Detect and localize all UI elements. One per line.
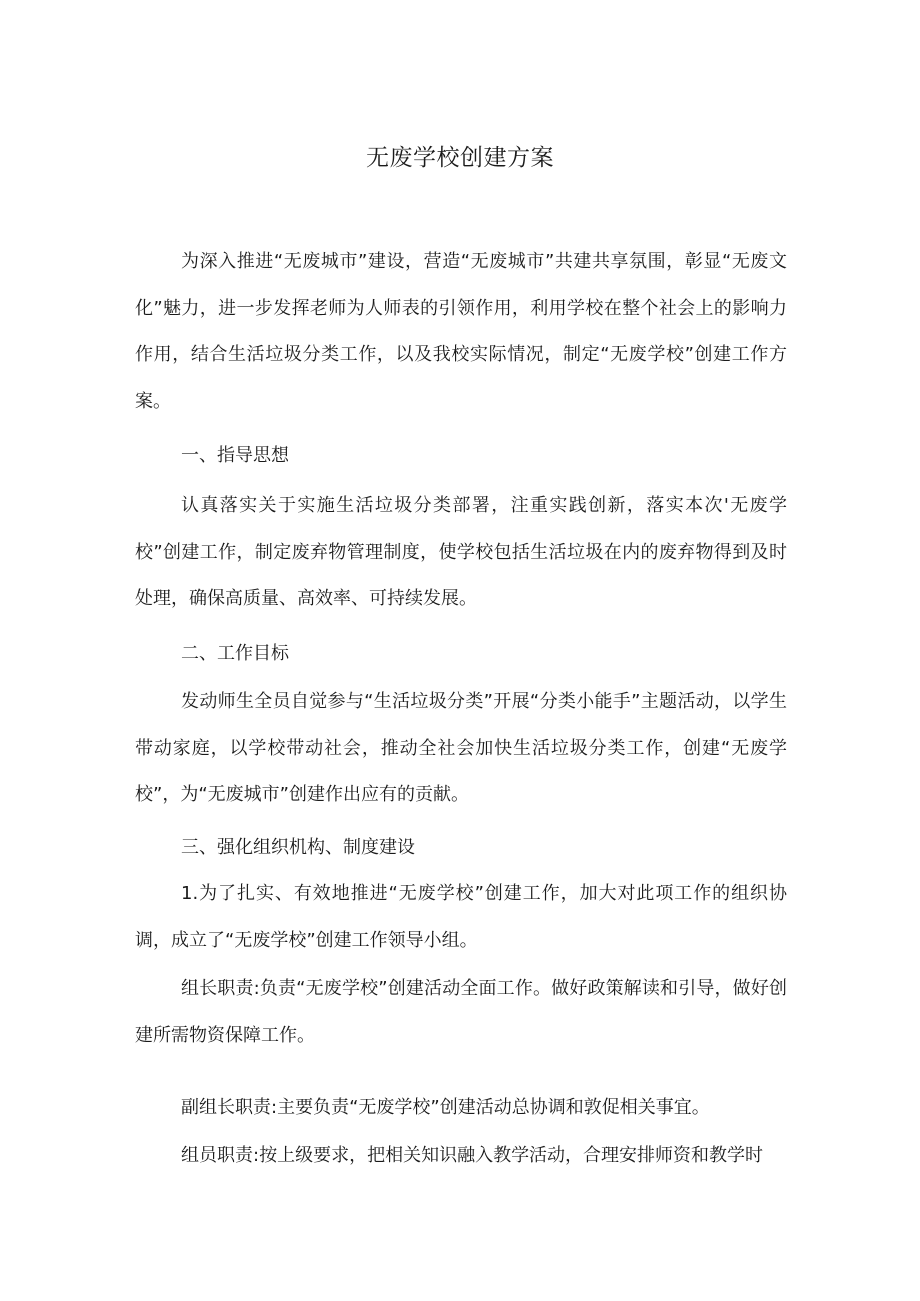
leader-duties-paragraph: 组长职责:负责“无废学校”创建活动全面工作。做好政策解读和引导，做好创建所需物资保障工作。 bbox=[135, 978, 787, 1046]
section-heading-organization: 三、强化组织机构、制度建设 bbox=[181, 837, 415, 858]
organization-paragraph: 1.为了扎实、有效地推进“无废学校”创建工作，加大对此项工作的组织协调，成立了“无废学校”创建工作领导小组。 bbox=[135, 883, 787, 951]
member-duties-paragraph: 组员职责:按上级要求，把相关知识融入教学活动，合理安排师资和教学时 bbox=[181, 1145, 764, 1166]
document-title: 无废学校创建方案 bbox=[366, 145, 554, 171]
guiding-ideology-paragraph: 认真落实关于实施生活垃圾分类部署，注重实践创新，落实本次'无废学校”创建工作，制定废弃物管理制度，使学校包括生活垃圾在内的废弃物得到及时处理，确保高质量、高效率、可持续发展。 bbox=[135, 495, 787, 609]
intro-paragraph: 为深入推进“无废城市”建设，营造“无废城市”共建共享氛围，彰显“无废文化”魅力，进一步发挥老师为人师表的引领作用，利用学校在整个社会上的影响力作用，结合生活垃圾分类工作，以及我校实际情况，制定“无废学校”创建工作方案。 bbox=[135, 251, 787, 412]
section-heading-guiding-ideology: 一、指导思想 bbox=[181, 445, 289, 466]
work-goals-paragraph: 发动师生全员自觉参与“生活垃圾分类”开展“分类小能手”主题活动，以学生带动家庭，以学校带动社会，推动全社会加快生活垃圾分类工作，创建“无废学校”，为“无废城市”创建作出应有的贡献。 bbox=[135, 691, 787, 805]
deputy-leader-duties-paragraph: 副组长职责:主要负责“无废学校”创建活动总协调和敦促相关事宜。 bbox=[181, 1097, 710, 1118]
section-heading-work-goals: 二、工作目标 bbox=[181, 643, 289, 664]
